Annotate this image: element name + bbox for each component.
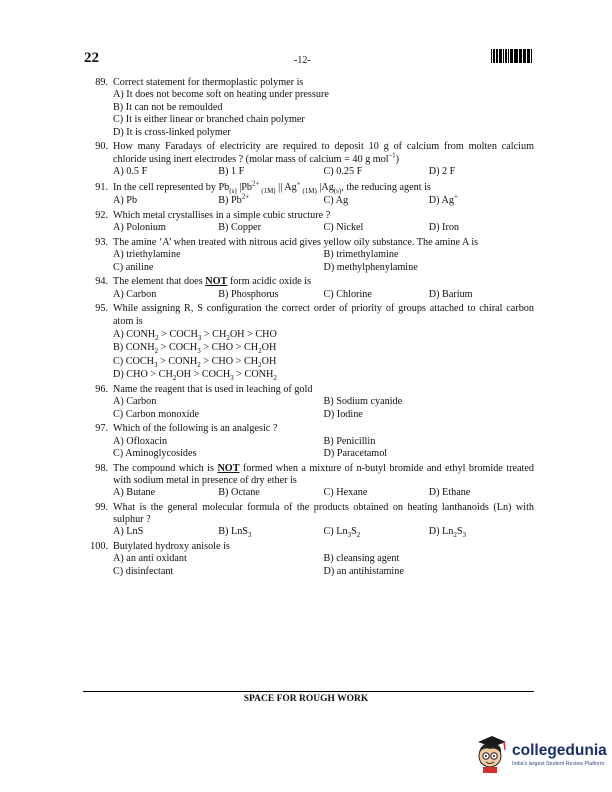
question-stem: Which of the following is an analgesic ? bbox=[113, 423, 278, 435]
question-stem: Butylated hydroxy anisole is bbox=[113, 540, 230, 552]
option-b: B) 1 F bbox=[218, 165, 245, 177]
option-a: A) 0.5 F bbox=[113, 165, 148, 177]
option-c: C) $COCH_3$ > $CONH_2$ > CHO > $CH_2OH$ bbox=[113, 355, 277, 369]
option-a: A) Butane bbox=[113, 487, 156, 499]
option-b: B) Sodium cyanide bbox=[323, 396, 403, 408]
option-b: B) $Pb^{2+}$ bbox=[218, 193, 250, 207]
option-d: D) methylphenylamine bbox=[323, 261, 418, 273]
question-number: 90. bbox=[95, 141, 108, 153]
question-stem: Which metal crystallises in a simple cubic structure ? bbox=[113, 210, 331, 222]
question-89 bbox=[83, 77, 534, 139]
barcode-bar bbox=[521, 49, 522, 63]
option-c: C) Nickel bbox=[323, 222, 364, 234]
student-mascot-icon bbox=[474, 734, 510, 774]
option-d: D) Iron bbox=[428, 222, 460, 234]
question-98 bbox=[83, 463, 534, 500]
option-c: C) Aminoglycosides bbox=[113, 448, 197, 460]
sub-page-number: -12- bbox=[294, 55, 311, 66]
question-94 bbox=[83, 276, 534, 301]
option-d: D) Paracetamol bbox=[323, 448, 388, 460]
option-b: B) It can not be remoulded bbox=[113, 101, 223, 113]
question-list bbox=[83, 77, 534, 580]
question-97 bbox=[83, 423, 534, 460]
cell-notation: $Pb_{(s)}$ $|Pb^{2+}$ $_{(1M)}$ || Ag+ $_{(1M)}$ $|Ag_{(s)}$ bbox=[218, 180, 342, 196]
option-d: D) $Ln_2S_3$ bbox=[428, 526, 467, 540]
question-stem: What is the general molecular formula of the products obtained on heating lanthanoids (Ln) with sulphur ? bbox=[113, 501, 534, 526]
question-number: 89. bbox=[95, 77, 108, 88]
question-91 bbox=[83, 180, 534, 208]
barcode-bar bbox=[506, 49, 507, 63]
option-a: A) Carbon bbox=[113, 396, 157, 408]
option-c: C) Ag bbox=[323, 195, 349, 207]
question-stem: The amine ‘A’ when treated with nitrous acid gives yellow oily substance. The amine A is bbox=[113, 237, 479, 249]
question-number: 91. bbox=[95, 182, 108, 194]
barcode-bar bbox=[527, 49, 528, 63]
logo-brand-text: collegedunia bbox=[512, 741, 607, 759]
barcode-bar bbox=[531, 49, 532, 63]
question-stem: Correct statement for thermoplastic polymer is bbox=[113, 77, 304, 88]
option-a: A) LnS bbox=[113, 526, 144, 538]
question-number: 97. bbox=[95, 423, 108, 435]
barcode-bar bbox=[516, 49, 517, 63]
question-number: 100. bbox=[90, 540, 108, 552]
option-c: C) aniline bbox=[113, 261, 154, 273]
option-a: A) Polonium bbox=[113, 222, 166, 234]
question-stem: Name the reagent that is used in leaching of gold bbox=[113, 383, 313, 395]
option-b: B) Copper bbox=[218, 222, 261, 234]
question-96 bbox=[83, 384, 534, 421]
question-95 bbox=[83, 303, 534, 381]
option-a: A) an anti oxidant bbox=[113, 553, 187, 565]
option-b: B) cleansing agent bbox=[323, 553, 400, 565]
barcode-bar bbox=[491, 49, 492, 63]
question-stem: While assigning R, S configuration the correct order of priority of groups attached to chiral carbon atom is bbox=[113, 303, 534, 327]
option-b: B) trimethylamine bbox=[323, 249, 399, 261]
footer-divider bbox=[83, 691, 534, 692]
question-number: 94. bbox=[95, 276, 108, 288]
barcode-bar bbox=[511, 49, 513, 63]
option-c: C) Chlorine bbox=[323, 288, 372, 300]
option-d: D) 2 F bbox=[428, 165, 456, 177]
option-c: C) $Ln_3S_2$ bbox=[323, 526, 361, 540]
option-c: C) Carbon monoxide bbox=[113, 408, 200, 420]
question-93 bbox=[83, 237, 534, 274]
option-d: D) Barium bbox=[428, 288, 473, 300]
option-b: B) $CONH_2$ > $COCH_3$ > CHO > $CH_2OH$ bbox=[113, 342, 277, 356]
option-a: A) It does not become soft on heating under pressure bbox=[113, 89, 329, 101]
option-a: A) Carbon bbox=[113, 288, 157, 300]
question-stem: In the cell represented by $Pb_{(s)}$ $|Pb^{2+}$ $_{(1M)}$ || Ag+ $_{(1M)}$ $|Ag_{(s)}$, the reducing agent is bbox=[113, 180, 431, 196]
question-number: 93. bbox=[95, 237, 108, 249]
question-stem: The element that does NOT form acidic oxide is bbox=[113, 276, 312, 288]
question-number: 95. bbox=[95, 303, 108, 315]
option-b: B) Penicillin bbox=[323, 435, 376, 447]
option-d: D) It is cross-linked polymer bbox=[113, 126, 231, 138]
barcode bbox=[491, 49, 532, 63]
question-stem: How many Faradays of electricity are required to deposit 10 g of calcium from molten calcium chloride using inert electrodes ? (molar mass of calcium = 40 g mol$^{-1}$) bbox=[113, 141, 534, 165]
option-d: D) Ag+ bbox=[428, 193, 458, 207]
option-d: D) Ethane bbox=[428, 487, 471, 499]
option-a: A) $CONH_2$ > $COCH_3 > CH_2OH$ > CHO bbox=[113, 328, 277, 342]
question-100 bbox=[83, 541, 534, 578]
option-d: D) Iodine bbox=[323, 408, 363, 420]
option-b: B) LnS$_3$ bbox=[218, 526, 252, 540]
question-number: 98. bbox=[95, 462, 108, 474]
option-a: A) Pb bbox=[113, 195, 138, 207]
barcode-bar bbox=[501, 49, 502, 63]
rough-work-label: SPACE FOR ROUGH WORK bbox=[243, 694, 369, 704]
option-c: C) It is either linear or branched chain polymer bbox=[113, 114, 305, 126]
question-92 bbox=[83, 210, 534, 235]
question-99 bbox=[83, 502, 534, 539]
option-c: C) disinfectant bbox=[113, 565, 174, 577]
logo-tagline: India's largest Student Review Platform bbox=[512, 760, 605, 767]
option-c: C) 0.25 F bbox=[323, 165, 363, 177]
collegedunia-logo bbox=[474, 734, 607, 774]
barcode-bar bbox=[496, 49, 497, 63]
question-stem: The compound which is NOT formed when a mixture of n-butyl bromide and ethyl bromide treated with sodium metal in presence of dry ether is bbox=[113, 462, 535, 486]
page-number: 22 bbox=[84, 50, 99, 66]
question-number: 96. bbox=[95, 383, 108, 395]
option-d: D) CHO > $CH_2OH$ > $COCH_3$ > $CONH_2$ bbox=[113, 369, 277, 383]
option-a: A) Ofloxacin bbox=[113, 435, 168, 447]
question-number: 99. bbox=[95, 501, 108, 513]
option-a: A) triethylamine bbox=[113, 249, 181, 261]
option-c: C) Hexane bbox=[323, 487, 368, 499]
question-90 bbox=[83, 141, 534, 178]
question-number: 92. bbox=[95, 210, 108, 222]
option-b: B) Octane bbox=[218, 487, 260, 499]
option-b: B) Phosphorus bbox=[218, 288, 279, 300]
option-d: D) an antihistamine bbox=[323, 565, 404, 577]
